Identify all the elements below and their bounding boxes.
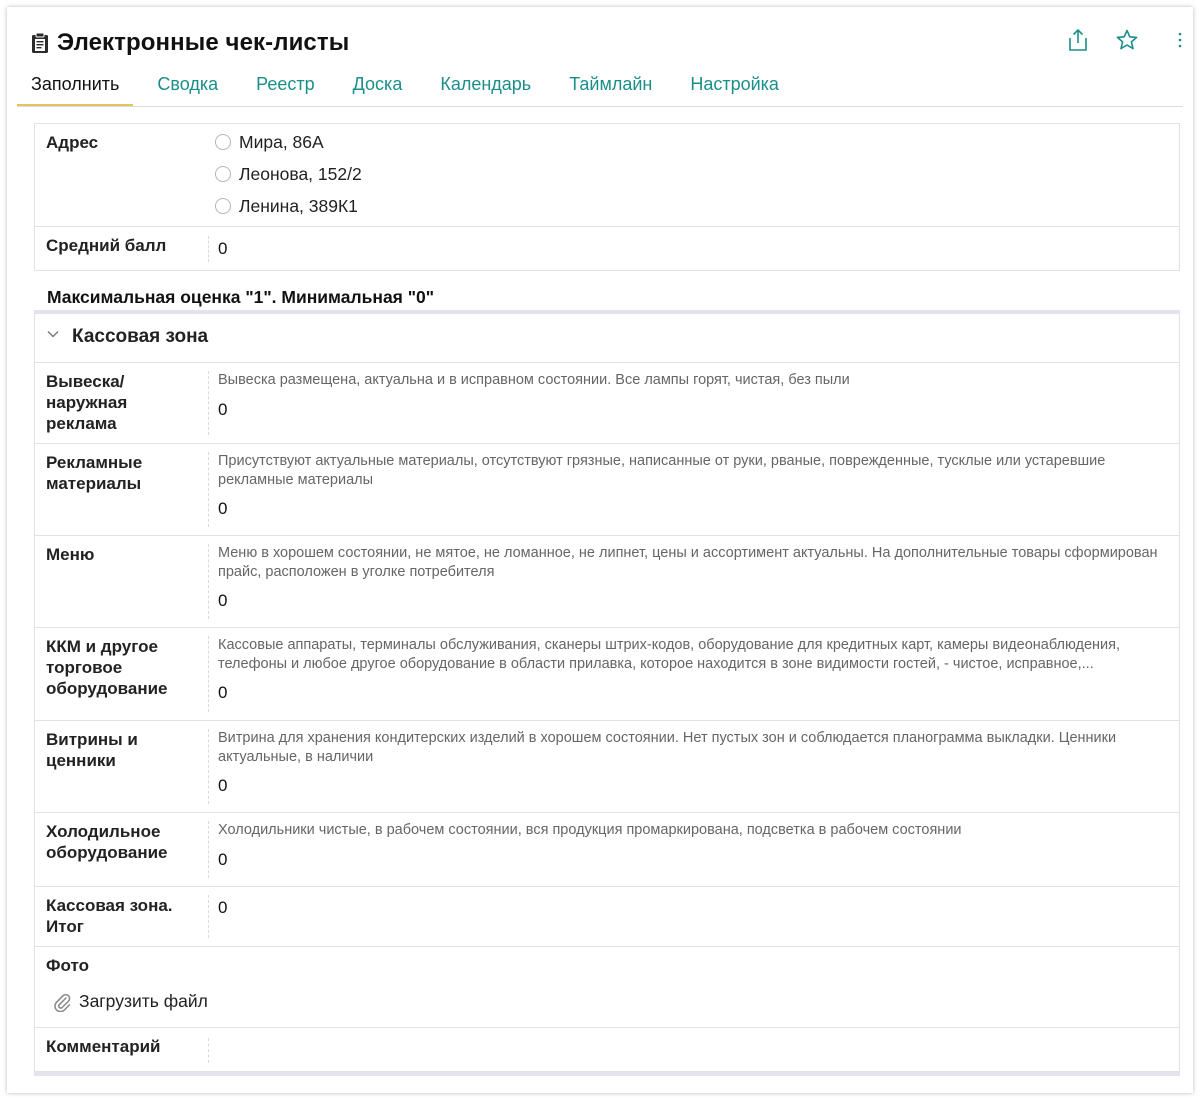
more-button[interactable] <box>1167 27 1193 53</box>
total-value: 0 <box>218 898 228 917</box>
address-options <box>215 126 362 222</box>
check-label: Холодильное оборудование <box>46 822 168 862</box>
address-option-1[interactable] <box>215 126 362 158</box>
check-value-cell[interactable] <box>208 636 1169 712</box>
avg-score-label: Средний балл <box>46 236 167 255</box>
check-description: Кассовые аппараты, терминалы обслуживания, сканеры штрих-кодов, оборудование для кредитных карт, камеры видеонаблюдения, телефоны и любое другое оборудование в области прилавка, которое находится в зоне видимости гостей, - чистое, исправное,... <box>218 637 1121 672</box>
radio-circle <box>215 134 231 150</box>
check-row <box>35 536 1179 628</box>
address-label: Адрес <box>46 133 99 152</box>
avg-score-value-cell <box>208 236 1169 262</box>
tab-settings[interactable]: Настройка <box>690 74 779 94</box>
tab-summary[interactable]: Сводка <box>157 74 219 94</box>
radio-label: Леонова, 152/2 <box>239 163 362 184</box>
check-label: Меню <box>46 545 95 564</box>
check-value-cell[interactable] <box>208 452 1169 527</box>
check-value-cell[interactable] <box>208 821 1169 878</box>
check-row <box>35 363 1179 444</box>
tab-bar <box>17 67 803 107</box>
comment-label: Комментарий <box>46 1037 161 1056</box>
check-score: 0 <box>218 591 228 610</box>
comment-row <box>35 1028 1179 1072</box>
page-title: Электронные чек-листы <box>57 29 350 56</box>
top-fields <box>34 123 1180 271</box>
total-row <box>35 887 1179 947</box>
paperclip-icon <box>53 992 71 1012</box>
tab-timeline[interactable]: Таймлайн <box>569 74 653 94</box>
check-row <box>35 444 1179 536</box>
section-title: Кассовая зона <box>72 326 209 347</box>
check-score: 0 <box>218 776 228 795</box>
tabs-divider <box>17 106 1183 107</box>
check-value-cell[interactable] <box>208 544 1169 619</box>
favorite-button[interactable] <box>1114 27 1140 53</box>
check-label: ККМ и другое торговое оборудование <box>46 637 168 698</box>
total-label: Кассовая зона. Итог <box>46 896 173 936</box>
radio-label: Ленина, 389К1 <box>239 195 358 216</box>
page-header <box>7 7 1193 107</box>
section-cash-zone <box>34 314 1180 1072</box>
title-wrap <box>31 29 349 57</box>
radio-circle <box>215 198 231 214</box>
check-row <box>35 628 1179 721</box>
avg-score-value: 0 <box>218 239 228 258</box>
section-bar-bottom <box>34 1072 1180 1076</box>
check-value-cell[interactable] <box>208 729 1169 804</box>
clipboard-icon <box>31 32 49 54</box>
avg-score-row <box>35 227 1179 270</box>
check-label: Рекламные материалы <box>46 453 143 493</box>
check-score: 0 <box>218 849 228 869</box>
check-description: Меню в хорошем состоянии, не мятое, не ломанное, не липнет, цены и ассортимент актуальны. На дополнительные товары сформирован прайс, расположен в уголке потребителя <box>218 545 1158 580</box>
share-icon <box>1067 28 1089 52</box>
tab-fill[interactable]: Заполнить <box>17 67 133 107</box>
upload-label: Загрузить файл <box>79 991 208 1011</box>
check-score: 0 <box>218 399 228 419</box>
app-window <box>7 7 1193 1093</box>
star-icon <box>1115 28 1139 52</box>
section-header <box>35 314 1179 363</box>
radio-label: Мира, 86А <box>239 131 324 152</box>
check-row <box>35 721 1179 813</box>
check-description: Присутствуют актуальные материалы, отсутствуют грязные, написанные от руки, рваные, поврежденные, тусклые или устаревшие рекламные материалы <box>218 453 1106 488</box>
share-button[interactable] <box>1065 27 1091 53</box>
check-description: Холодильники чистые, в рабочем состоянии, вся продукция промаркирована, подсветка в рабочем состоянии <box>218 822 962 838</box>
check-score: 0 <box>218 499 228 518</box>
total-value-cell <box>208 895 1169 938</box>
upload-file-button[interactable] <box>53 991 208 1012</box>
radio-circle <box>215 166 231 182</box>
check-description: Витрина для хранения кондитерских изделий в хорошем состоянии. Нет пустых зон и соблюдается планограмма выкладки. Ценники актуальные, в наличии <box>218 730 1117 765</box>
address-option-2[interactable] <box>215 158 362 190</box>
tab-registry[interactable]: Реестр <box>256 74 315 94</box>
photo-row <box>35 947 1179 1028</box>
address-option-3[interactable] <box>215 190 362 222</box>
check-row <box>35 813 1179 887</box>
tab-calendar[interactable]: Календарь <box>440 74 532 94</box>
chevron-down-icon[interactable] <box>47 330 59 338</box>
scoring-note: Максимальная оценка "1". Минимальная "0" <box>47 287 435 307</box>
photo-label: Фото <box>46 956 89 975</box>
address-row <box>35 124 1179 227</box>
check-label: Вывеска/ наружная реклама <box>46 372 128 433</box>
comment-field[interactable] <box>208 1038 1169 1063</box>
more-vertical-icon <box>1177 30 1183 50</box>
check-label: Витрины и ценники <box>46 730 138 770</box>
check-value-cell[interactable] <box>208 371 1169 435</box>
check-score: 0 <box>218 683 228 702</box>
tab-board[interactable]: Доска <box>352 74 403 94</box>
check-description: Вывеска размещена, актуальна и в исправном состоянии. Все лампы горят, чистая, без пыли <box>218 372 850 388</box>
